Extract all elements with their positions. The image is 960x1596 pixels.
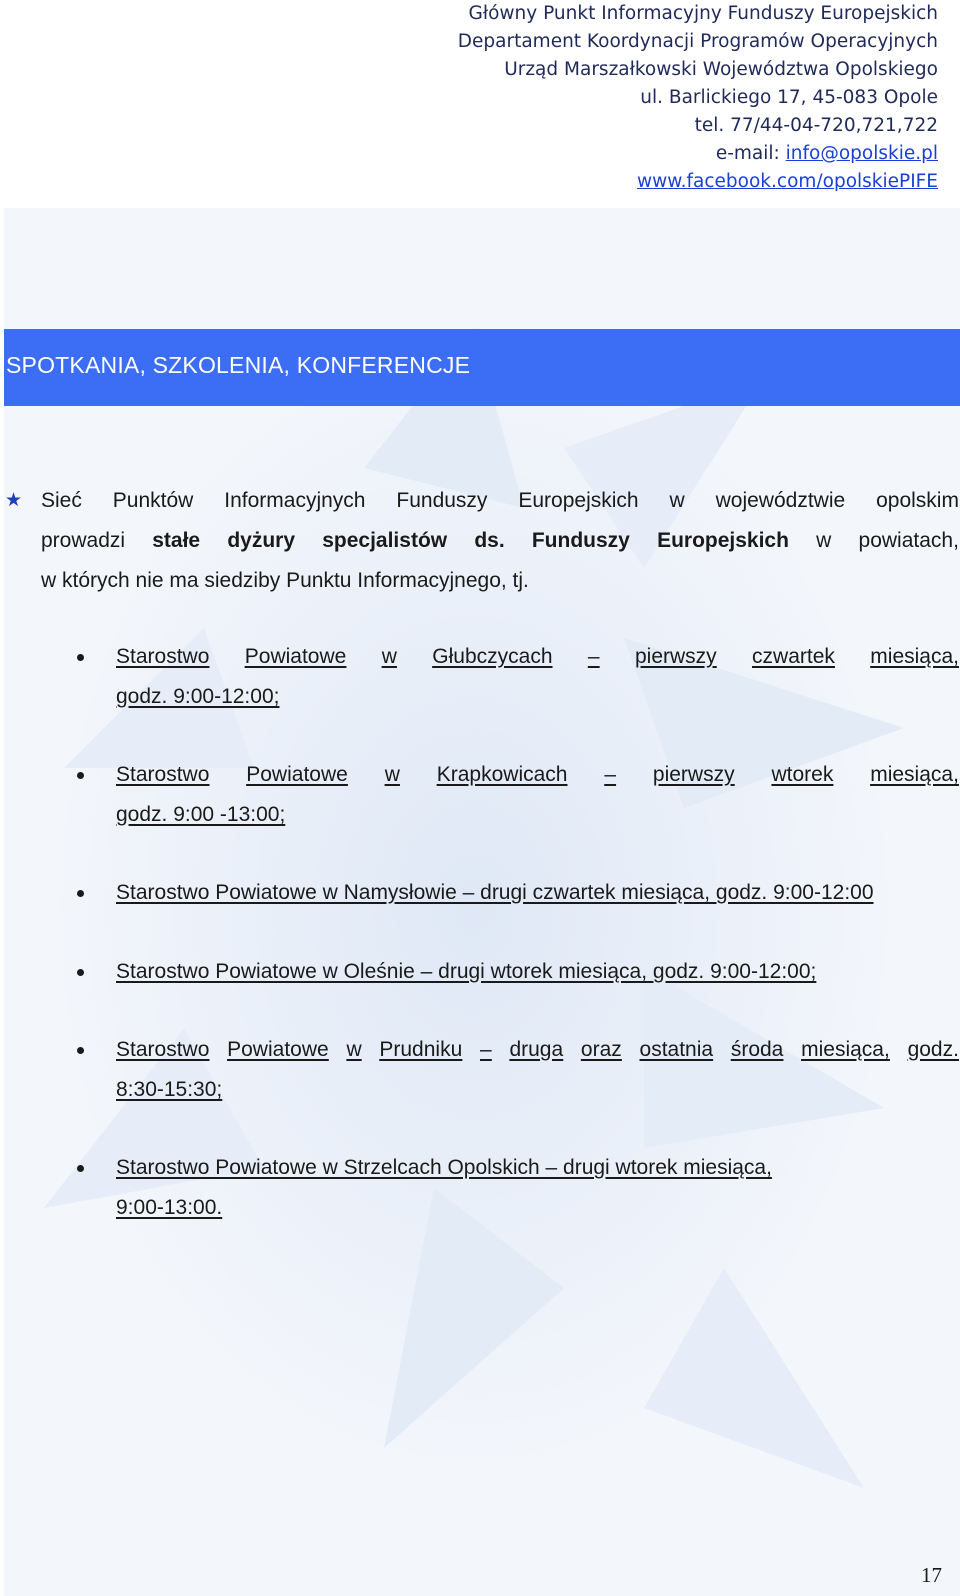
list-item-line[interactable]: Starostwo Powiatowe w Oleśnie – drugi wtorek miesiąca, godz. 9:00-12:00;: [116, 960, 817, 983]
list-item-line-2[interactable]: 9:00-13:00.: [116, 1196, 223, 1219]
list-item-word: w: [384, 763, 400, 786]
page-number: 17: [921, 1563, 942, 1587]
list-item-line[interactable]: [116, 637, 959, 677]
bullet-icon: [77, 772, 84, 779]
list-item-word: Starostwo: [116, 645, 210, 668]
list-item-line-2[interactable]: 8:30-15:30;: [116, 1078, 223, 1101]
list-item-word: pierwszy: [652, 763, 735, 786]
list-item-word: Krapkowicach: [436, 763, 568, 786]
list-item-word: –: [480, 1038, 492, 1061]
header-phone-line: tel. 77/44-04-720,721,722: [694, 115, 938, 136]
list-item-word: miesiąca,: [870, 763, 959, 786]
email-link[interactable]: info@opolskie.pl: [785, 143, 938, 164]
bullet-icon: [77, 969, 84, 976]
header-office-line: Urząd Marszałkowski Województwa Opolskiego: [504, 59, 938, 80]
list-item-line[interactable]: Starostwo Powiatowe w Strzelcach Opolskich – drugi wtorek miesiąca,: [116, 1156, 772, 1179]
facebook-link[interactable]: www.facebook.com/opolskiePIFE: [636, 171, 938, 192]
header-facebook-line: [238, 168, 938, 196]
bullet-icon: [77, 1047, 84, 1054]
list-item-word: w: [381, 645, 397, 668]
list-item-word: –: [604, 763, 617, 786]
header-org-line: Główny Punkt Informacyjny Funduszy Europejskich: [468, 3, 938, 24]
list-item-word: wtorek: [771, 763, 834, 786]
header-address-line: ul. Barlickiego 17, 45-083 Opole: [640, 87, 938, 108]
list-item-word: Starostwo: [116, 763, 210, 786]
list-item-line-2[interactable]: godz. 9:00 -13:00;: [116, 803, 286, 826]
list-item-word: pierwszy: [634, 645, 717, 668]
header-email-line: [238, 140, 938, 168]
list-item-line[interactable]: [116, 1030, 959, 1070]
list-item-word: ostatnia: [639, 1038, 714, 1061]
bullet-icon: [77, 654, 84, 661]
star-icon: ★: [5, 490, 23, 511]
intro-line-1: Sieć Punktów Informacyjnych Funduszy Europejskich w województwie opolskim: [41, 489, 959, 512]
header-department-line: Departament Koordynacji Programów Operacyjnych: [457, 31, 938, 52]
list-item-word: miesiąca,: [801, 1038, 890, 1061]
list-item-line[interactable]: Starostwo Powiatowe w Namysłowie – drugi czwartek miesiąca, godz. 9:00-12:00: [116, 881, 874, 904]
list-item-word: Powiatowe: [227, 1038, 329, 1061]
list-item-word: druga: [509, 1038, 564, 1061]
list-item-word: Powiatowe: [246, 763, 348, 786]
bullet-icon: [77, 1165, 84, 1172]
list-item-line[interactable]: [116, 755, 959, 795]
list-item-word: w: [346, 1038, 362, 1061]
list-item-word: Starostwo: [116, 1038, 210, 1061]
list-item-word: czwartek: [752, 645, 835, 668]
list-item-word: Prudniku: [379, 1038, 463, 1061]
contact-header: [238, 0, 938, 196]
list-item-word: miesiąca,: [870, 645, 959, 668]
list-item-word: Głubczycach: [432, 645, 553, 668]
intro-line-2: prowadzi stałe dyżury specjalistów ds. Funduszy Europejskich w powiatach,: [41, 529, 959, 552]
list-item-word: Powiatowe: [244, 645, 347, 668]
bullet-icon: [77, 890, 84, 897]
email-label: e-mail:: [715, 143, 786, 164]
section-header-bar: [4, 329, 960, 406]
list-item-word: oraz: [580, 1038, 622, 1061]
list-item-word: środa: [730, 1038, 784, 1061]
list-item-word: –: [587, 645, 600, 668]
list-item-word: godz.: [907, 1038, 959, 1061]
intro-line-3: w których nie ma siedziby Punktu Informacyjnego, tj.: [41, 569, 529, 592]
list-item-line-2[interactable]: godz. 9:00-12:00;: [116, 685, 280, 708]
section-title: SPOTKANIA, SZKOLENIA, KONFERENCJE: [6, 352, 471, 378]
